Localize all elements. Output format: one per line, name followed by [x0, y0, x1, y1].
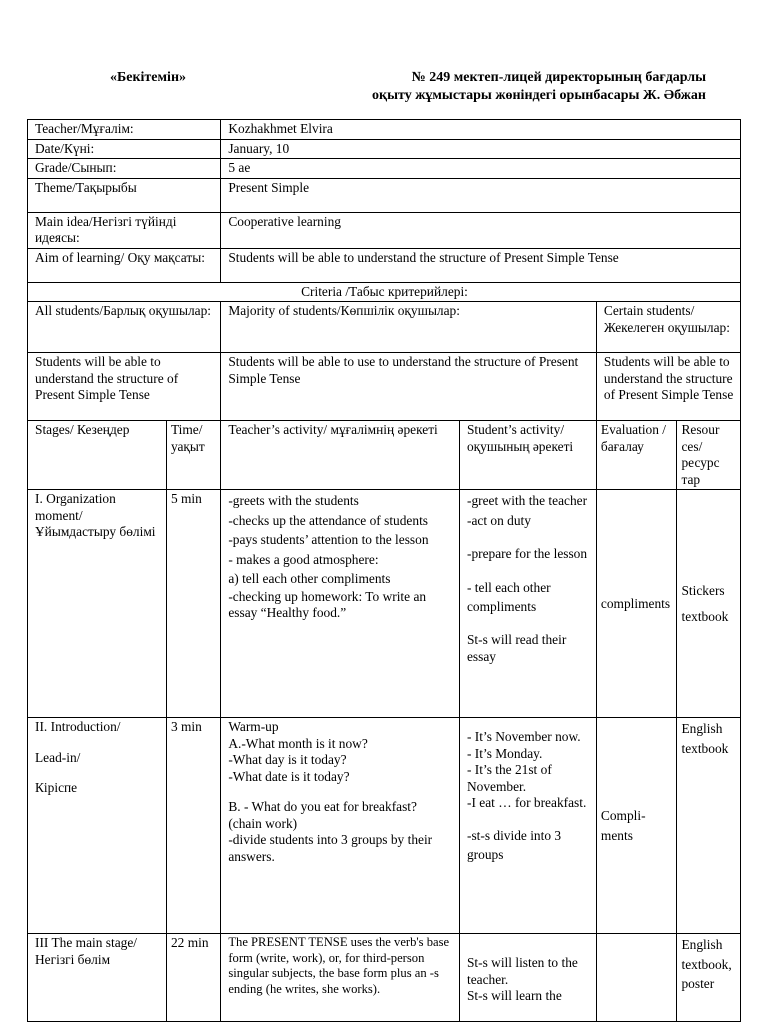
- approver-title-line1: № 249 мектеп-лицей директорының бағдарлы: [411, 70, 706, 85]
- teacher-value: Kozhakhmet Elvira: [221, 120, 741, 140]
- criteria-labels-row: [28, 302, 741, 353]
- activity-line: a) tell each other compliments: [228, 571, 391, 586]
- col-student-activity: Student’s activity/ оқушының әрекеті: [459, 421, 596, 490]
- activity-line: St-s will read their essay: [466, 631, 567, 664]
- evaluation-cell: Compli- ments: [596, 718, 677, 934]
- main-idea-label: Main idea/Негізгі түйінді идеясы:: [28, 212, 221, 248]
- resources-cell: [677, 490, 741, 718]
- activity-line: - tell each other compliments: [466, 579, 551, 614]
- stage-name: III The main stage/Негізгі бөлім: [28, 934, 167, 1022]
- approver-title: [372, 69, 706, 105]
- activity-line: St-s will learn the: [466, 988, 562, 1003]
- activity-line: -I eat … for breakfast.: [466, 795, 587, 810]
- date-row: [28, 139, 741, 159]
- activity-line: -st-s divide into 3 groups: [466, 827, 562, 862]
- activity-line: -prepare for the lesson: [466, 546, 588, 561]
- teacher-activity: [221, 718, 460, 934]
- aim-label: Aim of learning/ Оқу мақсаты:: [28, 248, 221, 282]
- criteria-certain-text: Students will be able to understand the structure of Present Simple Tense: [596, 353, 740, 421]
- col-teacher-activity: Teacher’s activity/ мұғалімнің әрекеті: [221, 421, 460, 490]
- col-stages: Stages/ Кезеңдер: [28, 421, 167, 490]
- main-idea-row: [28, 212, 741, 248]
- student-activity: [459, 934, 596, 1022]
- stage-line: Кіріспе: [35, 780, 78, 795]
- grade-row: [28, 159, 741, 179]
- stage-time: 22 min: [166, 934, 220, 1022]
- approver-title-line2: оқыту жұмыстары жөніндегі орынбасары Ж. Әбжан: [372, 88, 706, 103]
- approval-stamp-text: «Бекітемін»: [110, 70, 187, 85]
- grade-value: 5 ae: [221, 159, 741, 179]
- criteria-majority-label: Majority of students/Көпшілік оқушылар:: [221, 302, 597, 353]
- main-idea-value: Cooperative learning: [221, 212, 741, 248]
- col-time: Time/ уақыт: [166, 421, 220, 490]
- teacher-activity: The PRESENT TENSE uses the verb's base form (write, work), or, for third-person singular subjects, the base form plus an -s ending (he writes, she works).: [221, 934, 460, 1022]
- col-evaluation: Evaluation /бағалау: [596, 421, 677, 490]
- stage-line: II. Introduction/: [35, 719, 121, 734]
- resource-item: Stickers: [681, 583, 725, 598]
- activity-line: -greet with the teacher: [466, 493, 588, 508]
- criteria-title: Criteria /Табыс критерийлері:: [28, 282, 741, 302]
- criteria-majority-text: Students will be able to use to understand the structure of Present Simple Tense: [221, 353, 597, 421]
- aim-row: [28, 248, 741, 282]
- columns-header-row: [28, 421, 741, 490]
- grade-label: Grade/Сынып:: [28, 159, 221, 179]
- teacher-label: Teacher/Мұғалім:: [28, 120, 221, 140]
- evaluation-cell: compliments: [596, 490, 677, 718]
- activity-line: -checking up homework: To write an essay “Healthy food.”: [228, 588, 427, 620]
- stage-name: I. Organization moment/ Ұйымдастыру бөлімі: [28, 490, 167, 718]
- activity-line: -act on duty: [466, 512, 531, 528]
- criteria-title-row: [28, 282, 741, 302]
- theme-row: [28, 178, 741, 212]
- student-activity: [459, 718, 596, 934]
- col-resources: Resour ces/ ресурс тар: [677, 421, 741, 490]
- theme-label: Theme/Тақырыбы: [28, 178, 221, 212]
- activity-line: Warm-up: [228, 719, 279, 734]
- activity-line: - It’s November now.: [466, 729, 581, 744]
- resource-item: textbook: [681, 608, 729, 624]
- student-activity: [459, 490, 596, 718]
- teacher-activity: [221, 490, 460, 718]
- stage-row-main: [28, 934, 741, 1022]
- activity-line: -checks up the attendance of students: [228, 512, 428, 528]
- teacher-row: [28, 120, 741, 140]
- evaluation-cell: [596, 934, 677, 1022]
- criteria-all-label: All students/Барлық оқушылар:: [28, 302, 221, 353]
- activity-line: St-s will listen to the teacher.: [466, 955, 578, 987]
- activity-line: A.-What month is it now?: [228, 735, 368, 751]
- activity-line: -pays students’ attention to the lesson: [228, 532, 429, 547]
- date-value: January, 10: [221, 139, 741, 159]
- date-label: Date/Күні:: [28, 139, 221, 159]
- stage-row-organization: [28, 490, 741, 718]
- stage-time: 3 min: [166, 718, 220, 934]
- lesson-plan-table: [27, 119, 741, 1022]
- activity-line: -What date is it today?: [228, 768, 350, 784]
- theme-value: Present Simple: [221, 178, 741, 212]
- activity-line: - It’s Monday.: [466, 745, 543, 761]
- activity-line: B. - What do you eat for breakfast? (chain work): [228, 799, 417, 831]
- criteria-certain-label: Certain students/ Жекелеген оқушылар:: [596, 302, 740, 353]
- activity-line: -What day is it today?: [228, 752, 347, 767]
- activity-line: - It’s the 21st of November.: [466, 762, 552, 794]
- stage-name: [28, 718, 167, 934]
- criteria-all-text: Students will be able to understand the structure of Present Simple Tense: [28, 353, 221, 421]
- activity-line: -divide students into 3 groups by their answers.: [228, 832, 433, 864]
- stage-row-introduction: [28, 718, 741, 934]
- aim-value: Students will be able to understand the structure of Present Simple Tense: [221, 248, 741, 282]
- resources-cell: English textbook: [677, 718, 741, 934]
- activity-line: -greets with the students: [228, 493, 359, 508]
- stage-time: 5 min: [166, 490, 220, 718]
- activity-line: - makes a good atmosphere:: [228, 551, 379, 567]
- criteria-text-row: [28, 353, 741, 421]
- stage-line: Lead-in/: [35, 749, 81, 765]
- resources-cell: English textbook,poster: [677, 934, 741, 1022]
